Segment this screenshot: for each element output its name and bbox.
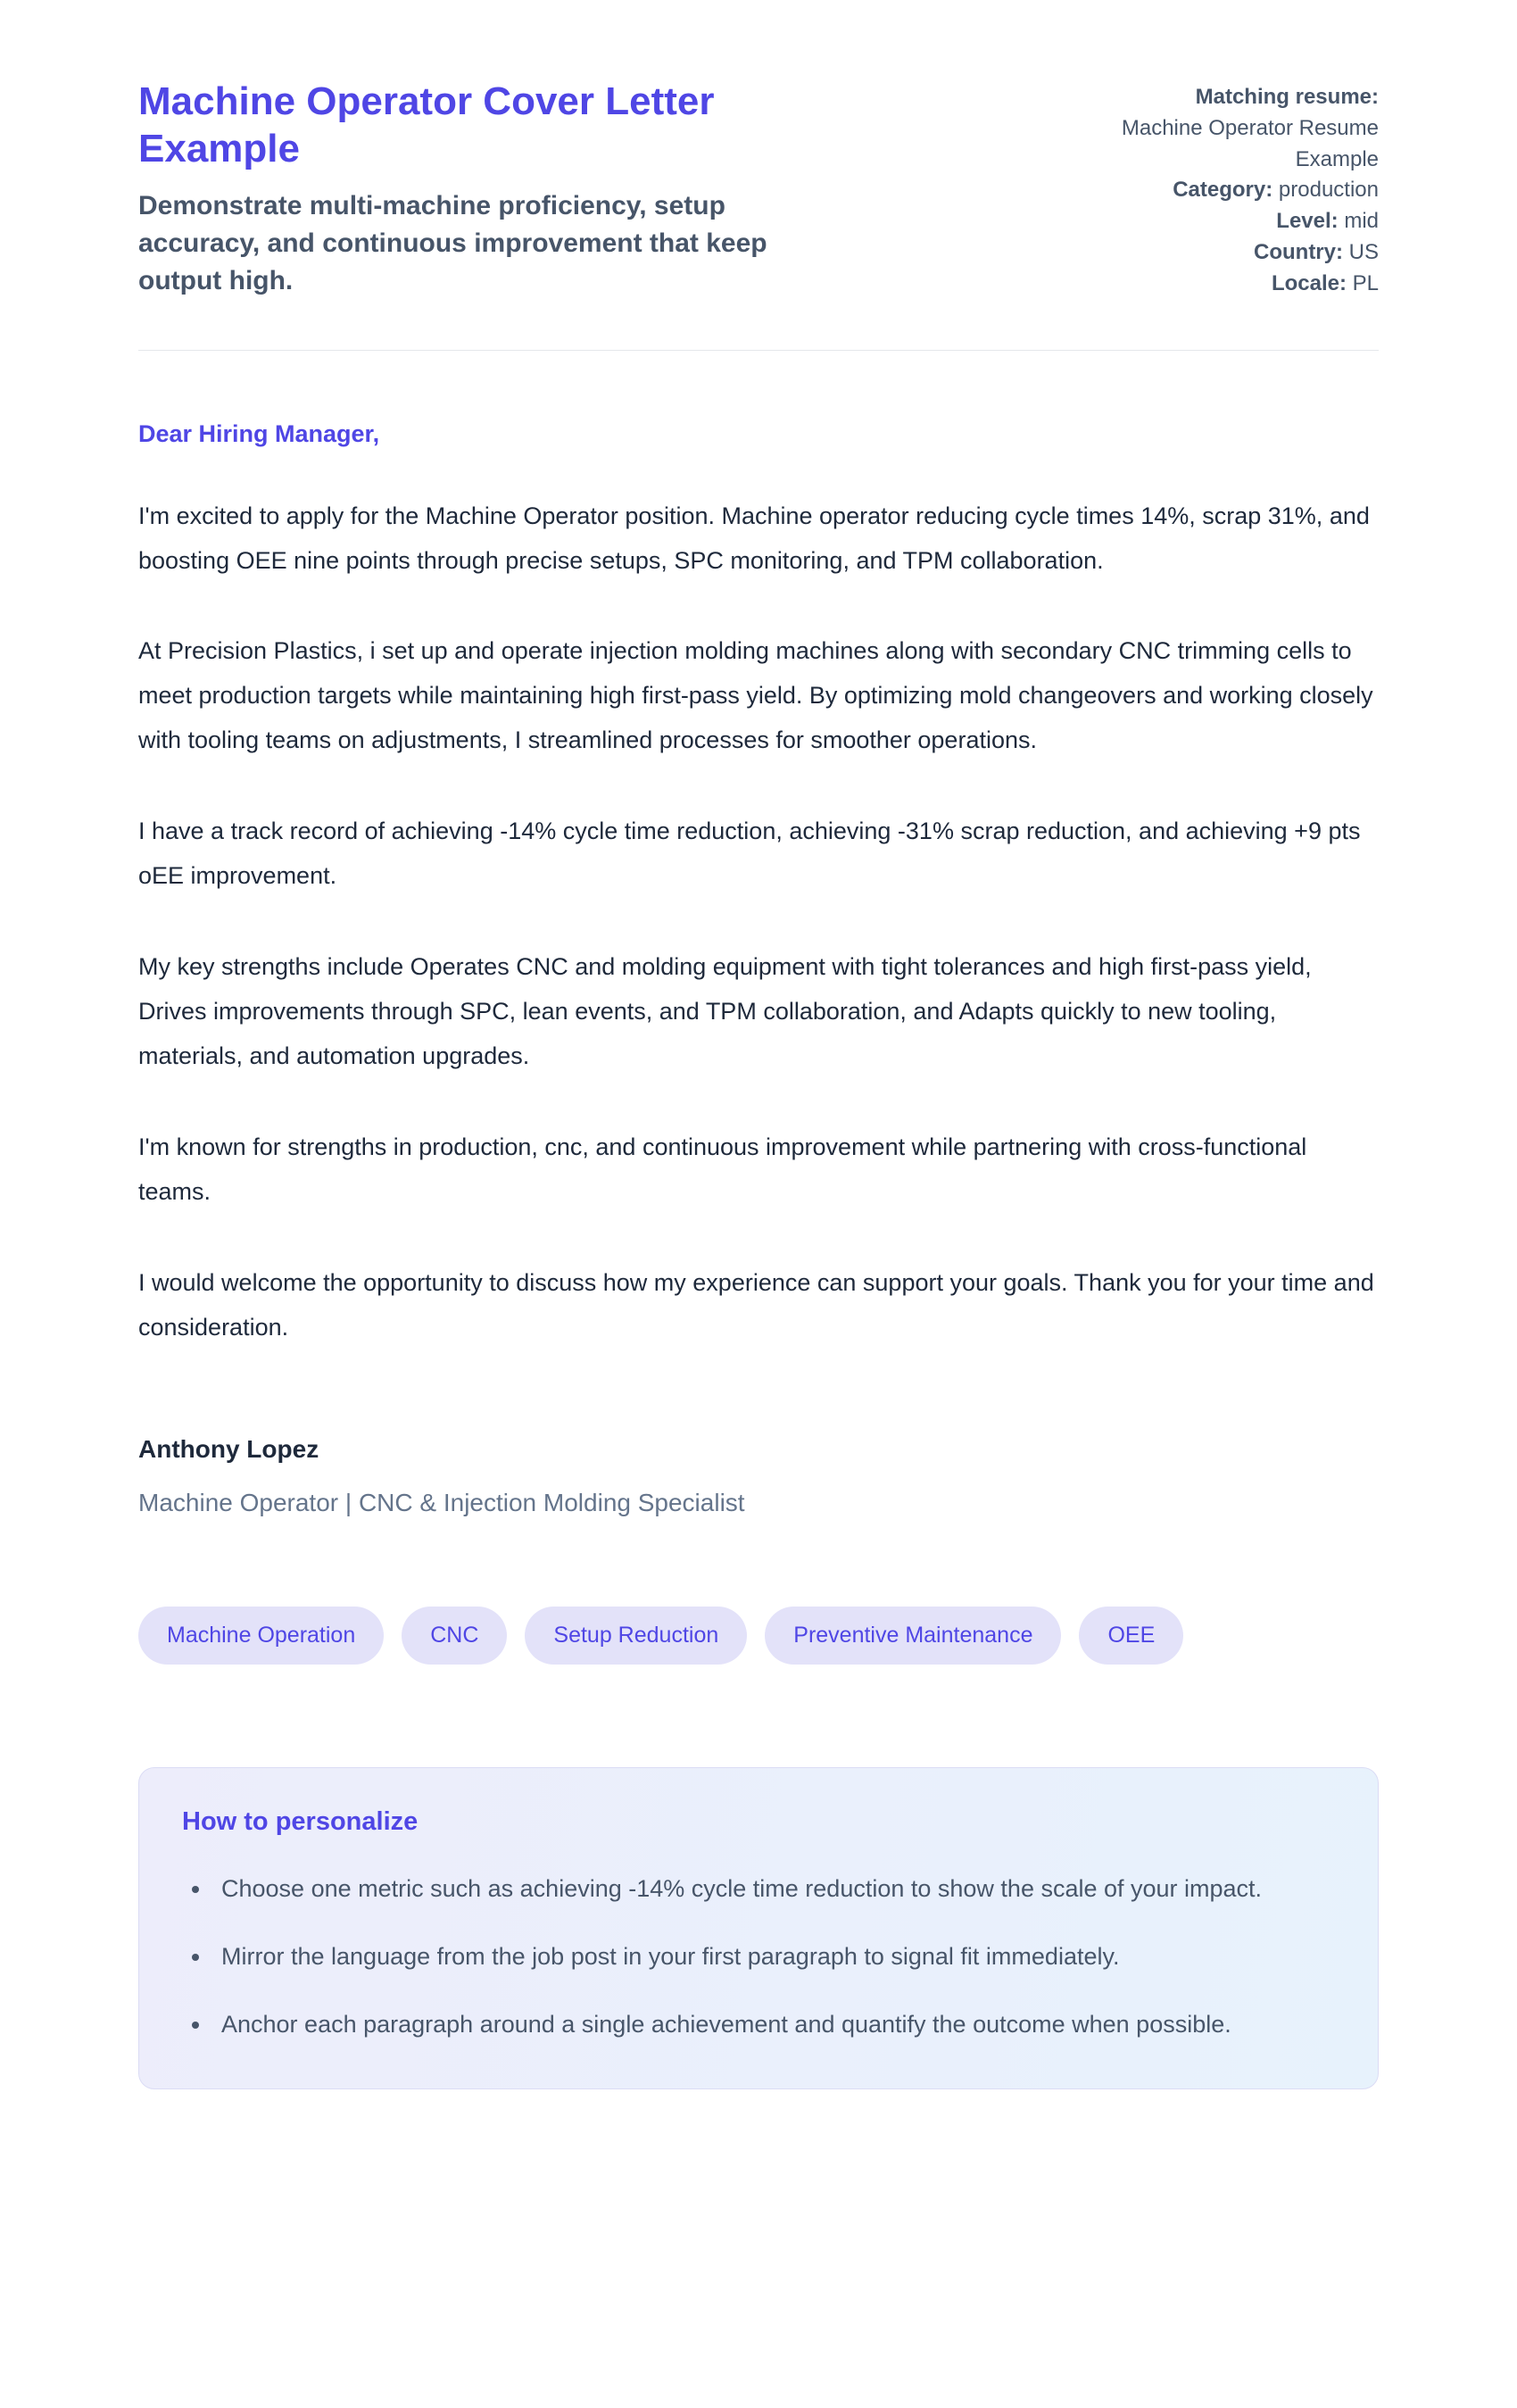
cover-letter-body [138,420,1379,1517]
letter-paragraph: My key strengths include Operates CNC and molding equipment with tight tolerances and high first-pass yield, Drives improvements through SPC, lean events, and TPM collaboration, and Adapts quickly to new tooling, materials, and automation upgrades. [138,953,1312,1070]
meta-level-label: Level: [1276,209,1339,234]
tip-item: • Anchor each paragraph around a single achievement and quantify the outcome when possible. [212,2003,1335,2047]
meta-level-value: mid [1344,209,1379,234]
meta-category-value: production [1278,178,1379,203]
letter-paragraph: I have a track record of achieving -14% cycle time reduction, achieving -31% scrap reduction, and achieving +9 pts oEE improvement. [138,818,1361,890]
signature-block [138,1435,1379,1517]
letter-paragraph: I'm known for strengths in production, cnc, and continuous improvement while partnering with cross-functional teams. [138,1133,1307,1205]
meta-country-value: US [1348,239,1379,264]
meta-level [1115,206,1379,237]
meta-matching-resume-label: Matching resume: [1195,85,1379,109]
letter-paragraph: At Precision Plastics, i set up and operate injection molding machines along with secondary CNC trimming cells to meet production targets while maintaining high first-pass yield. By optimizing mold changeovers and working closely with tooling teams on adjustments, I streamlined processes for smoother operations. [138,637,1373,754]
personalize-card [138,1767,1379,2089]
meta-category-label: Category: [1173,178,1273,203]
letter-paragraph: I would welcome the opportunity to discuss how my experience can support your goals. Thank you for your time and consideration. [138,1268,1374,1341]
resume-meta-list [1115,82,1379,300]
meta-category [1115,175,1379,206]
meta-country [1115,237,1379,269]
signature-title: Machine Operator | CNC & Injection Molding Specialist [138,1488,745,1516]
salutation: Dear Hiring Manager, [138,419,380,447]
tag-setup-reduction[interactable]: Setup Reduction [525,1607,747,1665]
letter-paragraph: I'm excited to apply for the Machine Operator position. Machine operator reducing cycle times 14%, scrap 31%, and boosting OEE nine points through precise setups, SPC monitoring, and TPM collaboration. [138,502,1370,574]
header-titles [138,79,1115,300]
meta-country-label: Country: [1254,239,1343,264]
skill-tag-list [138,1607,1379,1665]
personalize-heading: How to personalize [182,1806,419,1836]
tip-item: • Mirror the language from the job post in your first paragraph to signal fit immediately. [212,1935,1335,1980]
page-title: Machine Operator Cover Letter Example [138,79,715,170]
tag-preventive-maintenance[interactable]: Preventive Maintenance [765,1607,1061,1665]
meta-locale-label: Locale: [1271,270,1347,295]
meta-locale-value: PL [1352,270,1379,295]
tag-oee[interactable]: OEE [1079,1607,1183,1665]
tag-cnc[interactable]: CNC [402,1607,507,1665]
signature-name: Anthony Lopez [138,1434,319,1463]
page-header [138,79,1379,300]
header-divider [138,350,1379,351]
page-subtitle: Demonstrate multi-machine proficiency, setup accuracy, and continuous improvement that keep output high. [138,190,767,295]
meta-locale [1115,269,1379,300]
personalize-tip-list [182,1867,1335,2047]
tag-machine-operation[interactable]: Machine Operation [138,1607,384,1665]
meta-matching-resume [1115,82,1379,175]
tip-item: • Choose one metric such as achieving -14% cycle time reduction to show the scale of your impact. [212,1867,1335,1912]
meta-matching-resume-value: Machine Operator Resume Example [1121,115,1379,171]
